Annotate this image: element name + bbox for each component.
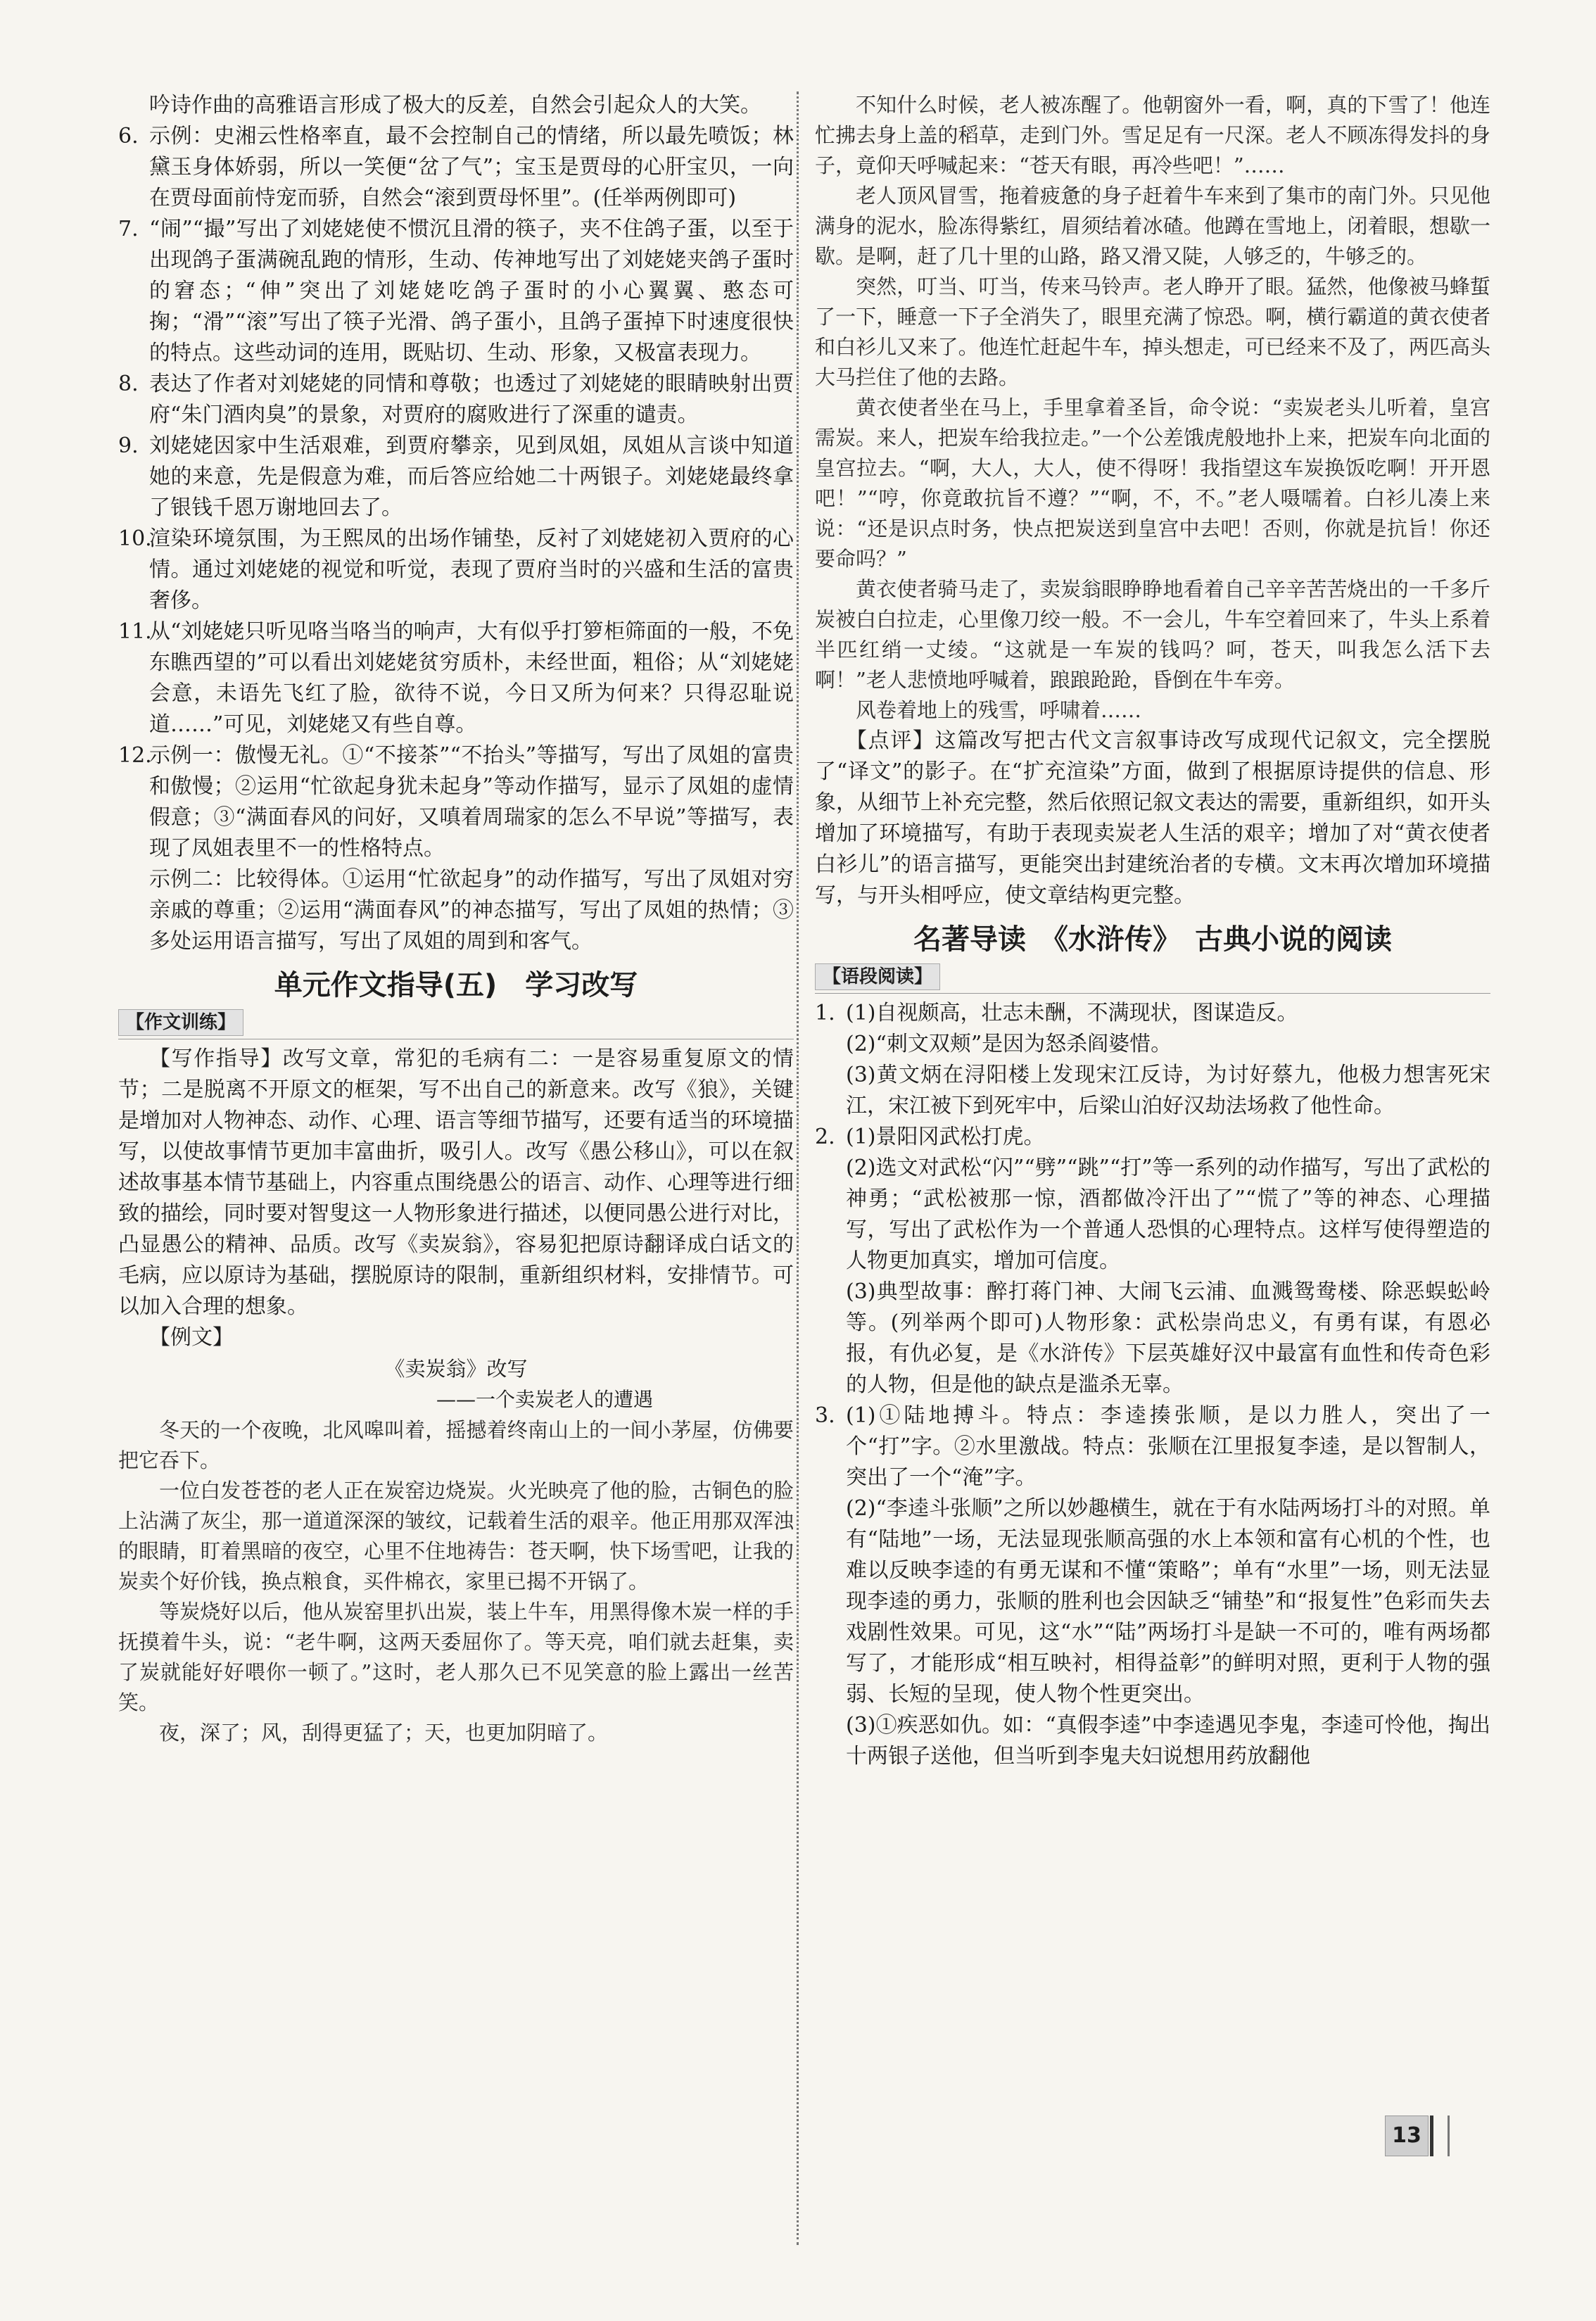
item-text: 表达了作者对刘姥姥的同情和尊敬；也透过了刘姥姥的眼睛映射出贾府“朱门酒肉臭”的景象，对贾府的腐败进行了深重的谴责。: [149, 372, 794, 427]
item-number: 12.: [118, 743, 152, 768]
essay-paragraph: 黄衣使者坐在马上，手里拿着圣旨，命令说：“卖炭老头儿听着，皇宫需炭。来人，把炭车给我拉走。”一个公差饿虎般地扑上来，把炭车向北面的皇宫拉去。“啊，大人，大人，使不得呀！我指望这车炭换饭吃啊！开开恩吧！”“哼，你竟敢抗旨不遵？”“啊，不，不。”老人嗫嚅着。白衫儿凑上来说：“还是识点时务，快点把炭送到皇宫中去吧！否则，你就是抗旨！你还要命吗？”: [815, 396, 1490, 571]
essay-subtitle: ——一个卖炭老人的遭遇: [436, 1388, 653, 1411]
answer-item-12: [118, 740, 794, 864]
item-text: 示例：史湘云性格率直，最不会控制自己的情绪，所以最先喷饭；林黛玉身体娇弱，所以一笑便“岔了气”；宝玉是贾母的心肝宝贝，一向在贾母面前恃宠而骄，自然会“滚到贾母怀里”。(任举两例即可): [149, 124, 794, 210]
page-number: 13: [1385, 2116, 1429, 2156]
item-text: (1)①陆地搏斗。特点：李逵揍张顺，是以力胜人，突出了一个“打”字。②水里激战。特点：张顺在江里报复李逵，是以智制人，突出了一个“淹”字。: [846, 1403, 1490, 1490]
answer-line: (3)黄文炳在浔阳楼上发现宋江反诗，为讨好蔡九，他极力想害死宋江，宋江被下到死牢中，后梁山泊好汉劫法场救了他性命。: [846, 1063, 1490, 1118]
reading-answer-1: [815, 998, 1490, 1029]
section-heading-reading: 名著导读 《水浒传》 古典小说的阅读: [913, 923, 1392, 956]
essay-paragraph: 老人顶风冒雪，拖着疲惫的身子赶着牛车来到了集市的南门外。只见他满身的泥水，脸冻得紫红，眉须结着冰碴。他蹲在雪地上，闭着眼，想歇一歇。是啊，赶了几十里的山路，路又滑又陡，人够乏的，牛够乏的。: [815, 184, 1490, 268]
section-heading-writing: 单元作文指导(五) 学习改写: [274, 969, 638, 1001]
writing-guide: 【写作指导】改写文章，常犯的毛病有二：一是容易重复原文的情节；二是脱离不开原文的框架，写不出自己的新意来。改写《狼》，关键是增加对人物神态、动作、心理、语言等细节描写，还要有适当的环境描写，以使故事情节更加丰富曲折，吸引人。改写《愚公移山》，可以在叙述故事基本情节基础上，内容重点围绕愚公的语言、动作、心理等进行细致的描绘，同时要对智叟这一人物形象进行描述，以便同愚公进行对比，凸显愚公的精神、品质。改写《卖炭翁》，容易犯把原诗翻译成白话文的毛病，应以原诗为基础，摆脱原诗的限制，重新组织材料，安排情节。可以加入合理的想象。: [118, 1046, 794, 1319]
item-number: 9.: [118, 434, 139, 458]
intro-paragraph: 吟诗作曲的高雅语言形成了极大的反差，自然会引起众人的大笑。: [149, 93, 761, 118]
essay-paragraph: 一位白发苍苍的老人正在炭窑边烧炭。火光映亮了他的脸，古铜色的脸上沾满了灰尘，那一道道深深的皱纹，记载着生活的艰辛。他正用那双浑浊的眼睛，盯着黑暗的夜空，心里不住地祷告：苍天啊，快下场雪吧，让我的炭卖个好价钱，换点粮食，买件棉衣，家里已揭不开锅了。: [118, 1479, 794, 1593]
answer-line: (3)①疾恶如仇。如：“真假李逵”中李逵遇见李鬼，李逵可怜他，掏出十两银子送他，但当听到李鬼夫妇说想用药放翻他: [846, 1713, 1490, 1769]
example-label: 【例文】: [149, 1325, 234, 1350]
answer-item-8: [118, 369, 794, 431]
answer-item-10: [118, 524, 794, 616]
essay-paragraph: 冬天的一个夜晚，北风嗥叫着，摇撼着终南山上的一间小茅屋，仿佛要把它吞下。: [118, 1418, 794, 1472]
essay-paragraph: 风卷着地上的残雪，呼啸着……: [856, 698, 1142, 722]
item-number: 7.: [118, 217, 139, 241]
column-divider: [797, 91, 799, 2245]
answer-line: (3)典型故事：醉打蒋门神、大闹飞云浦、血溅鸳鸯楼、除恶蜈蚣岭等。(列举两个即可)人物形象：武松崇尚忠义，有勇有谋，有恩必报，有仇必复，是《水浒传》下层英雄好汉中最富有血性和传奇色彩的人物，但是他的缺点是滥杀无辜。: [846, 1279, 1490, 1397]
essay-comment: 【点评】这篇改写把古代文言叙事诗改写成现代记叙文，完全摆脱了“译文”的影子。在“扩充渲染”方面，做到了根据原诗提供的信息、形象，从细节上补充完整，然后依照记叙文表达的需要，重新组织，如开头增加了环境描写，有助于表现卖炭老人生活的艰辛；增加了对“黄衣使者白衫儿”的语言描写，更能突出封建统治者的专横。文末再次增加环境描写，与开头相呼应，使文章结构更完整。: [815, 728, 1490, 908]
answer-line: (2)“刺文双颊”是因为怒杀阎婆惜。: [846, 1032, 1172, 1056]
right-column: [815, 90, 1490, 1772]
item-text: “闹”“撮”写出了刘姥姥使不惯沉且滑的筷子，夹不住鸽子蛋，以至于出现鸽子蛋满碗乱跑的情形，生动、传神地写出了刘姥姥夹鸽子蛋时的窘态；“伸”突出了刘姥姥吃鸽子蛋时的小心翼翼、憨态可掬；“滑”“滚”写出了筷子光滑、鸽子蛋小，且鸽子蛋掉下时速度很快的特点。这些动词的连用，既贴切、生动、形象，又极富表现力。: [149, 217, 794, 365]
answer-item-12-example2: 示例二：比较得体。①运用“忙欲起身”的动作描写，写出了凤姐对穷亲戚的尊重；②运用“满面春风”的神态描写，写出了凤姐的热情；③多处运用语言描写，写出了凤姐的周到和客气。: [149, 867, 794, 954]
essay-paragraph: 黄衣使者骑马走了，卖炭翁眼睁睁地看着自己辛辛苦苦烧出的一千多斤炭被白白拉走，心里像刀绞一般。不一会儿，牛车空着回来了，牛头上系着半匹红绡一丈绫。“这就是一车炭的钱吗？呵，苍天，叫我怎么活下去啊！”老人悲愤地呼喊着，踉踉跄跄，昏倒在牛车旁。: [815, 577, 1490, 692]
reading-answer-2: [815, 1122, 1490, 1153]
item-text: (1)自视颇高，壮志未酬，不满现状，图谋造反。: [846, 1001, 1298, 1025]
item-number: 8.: [118, 372, 139, 396]
section-tag-writing: 【作文训练】: [118, 1009, 243, 1036]
essay-paragraph: 突然，叮当、叮当，传来马铃声。老人睁开了眼。猛然，他像被马蜂蜇了一下，睡意一下子全消失了，眼里充满了惊恐。啊，横行霸道的黄衣使者和白衫儿又来了。他连忙赶起牛车，掉头想走，可已经来不及了，两匹高头大马拦住了他的去路。: [815, 274, 1490, 389]
item-number: 11.: [118, 619, 152, 644]
answer-line: (2)“李逵斗张顺”之所以妙趣横生，就在于有水陆两场打斗的对照。单有“陆地”一场，无法显现张顺高强的水上本领和富有心机的个性，也难以反映李逵的有勇无谋和不懂“策略”；单有“水里”一场，则无法显现李逵的勇力，张顺的胜利也会因缺乏“铺垫”和“报复性”色彩而失去戏剧性效果。可见，这“水”“陆”两场打斗是缺一不可的，唯有两场都写了，才能形成“相互映衬，相得益彰”的鲜明对照，更利于人物的强弱、长短的呈现，使人物个性更突出。: [846, 1496, 1490, 1707]
item-text: 渲染环境氛围，为王熙凤的出场作铺垫，反衬了刘姥姥初入贾府的心情。通过刘姥姥的视觉和听觉，表现了贾府当时的兴盛和生活的富贵奢侈。: [149, 526, 794, 613]
section-tag-reading: 【语段阅读】: [815, 963, 940, 990]
answer-item-11: [118, 616, 794, 740]
item-text: (1)景阳冈武松打虎。: [846, 1125, 1045, 1149]
item-number: 2.: [815, 1125, 835, 1149]
item-number: 1.: [815, 1001, 835, 1025]
answer-item-9: [118, 431, 794, 524]
essay-paragraph: 夜，深了；风，刮得更猛了；天，也更加阴暗了。: [159, 1721, 609, 1745]
item-text: 从“刘姥姥只听见咯当咯当的响声，大有似乎打箩柜筛面的一般，不免东瞧西望的”可以看出刘姥姥贫穷质朴，未经世面，粗俗；从“刘姥姥会意，未语先飞红了脸，欲待不说，今日又所为何来？只得忍耻说道……”可见，刘姥姥又有些自尊。: [149, 619, 794, 737]
item-number: 3.: [815, 1403, 835, 1428]
essay-paragraph: 不知什么时候，老人被冻醒了。他朝窗外一看，啊，真的下雪了！他连忙拂去身上盖的稻草，走到门外。雪足足有一尺深。老人不顾冻得发抖的身子，竟仰天呼喊起来：“苍天有眼，再冷些吧！”……: [815, 93, 1490, 177]
item-number: 6.: [118, 124, 139, 148]
answer-line: (2)选文对武松“闪”“劈”“跳”“打”等一系列的动作描写，写出了武松的神勇；“武松被那一惊，酒都做冷汗出了”“慌了”等的神态、心理描写，写出了武松作为一个普通人恐惧的心理特点。这样写使得塑造的人物更加真实，增加可信度。: [846, 1156, 1490, 1273]
item-text: 示例一：傲慢无礼。①“不接茶”“不抬头”等描写，写出了凤姐的富贵和傲慢；②运用“忙欲起身犹未起身”等动作描写，显示了凤姐的虚情假意；③“满面春风的问好，又嗔着周瑞家的怎么不早说”等描写，表现了凤姐表里不一的性格特点。: [149, 743, 794, 861]
left-column: [118, 90, 794, 1748]
essay-paragraph: 等炭烧好以后，他从炭窑里扒出炭，装上牛车，用黑得像木炭一样的手抚摸着牛头，说：“老牛啊，这两天委屈你了。等天亮，咱们就去赶集，卖了炭就能好好喂你一顿了。”这时，老人那久已不见笑意的脸上露出一丝苦笑。: [118, 1600, 794, 1714]
reading-answer-3: [815, 1400, 1490, 1493]
item-text: 刘姥姥因家中生活艰难，到贾府攀亲，见到凤姐，凤姐从言谈中知道她的来意，先是假意为难，而后答应给她二十两银子。刘姥姥最终拿了银钱千恩万谢地回去了。: [149, 434, 794, 520]
page-number-bars: [1430, 2116, 1450, 2156]
essay-title: 《卖炭翁》改写: [384, 1357, 528, 1381]
answer-item-6: [118, 121, 794, 214]
item-number: 10.: [118, 526, 152, 551]
answer-item-7: [118, 214, 794, 369]
